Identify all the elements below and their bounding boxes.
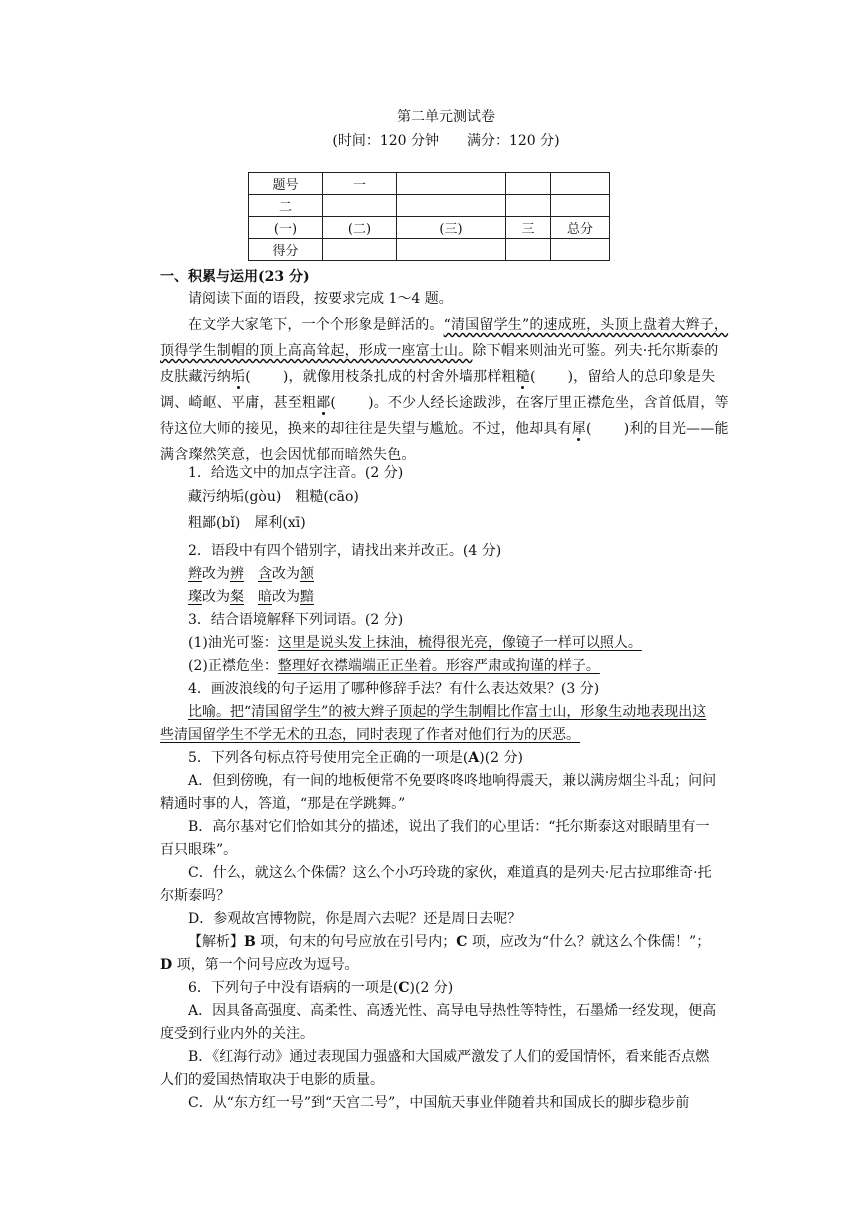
answer-text: 些清国留学生不学无术的丑态，同时表现了作者对他们行为的厌恶。 [160,727,580,743]
passage-text: 除下帽来则油光可鉴。列夫·托尔斯泰的皮肤藏污纳 [160,343,719,385]
table-row [249,239,610,261]
table-cell: 三 [506,217,551,239]
table-cell: 题号 [249,173,323,195]
question-stem: 6．下列句子中没有语病的一项是( [188,980,399,996]
option-a: A．但到傍晚，有一间的地板便常不免要咚咚咚地响得震天，兼以满房烟尘斗乱；问问 [188,773,717,789]
table-cell [323,195,397,217]
question-3: 3．结合语境解释下列词语。(2 分) [188,612,404,628]
table-cell: (一) [249,217,323,239]
answer-text: 改为 [272,566,300,582]
answer-line [160,586,732,608]
table-cell: 二 [249,195,323,217]
answer-text: 改为 [202,566,230,582]
option-d: D．参观故宫博物院，你是周六去呢？还是周日去呢？ [188,911,522,927]
option-b-cont: 人们的爱国热情取决于电影的质量。 [160,1072,384,1088]
question-stem: 5．下列各句标点符号使用完全正确的一项是( [188,750,469,766]
score-table [248,172,610,261]
table-cell [506,173,551,195]
answer-choice: A [468,750,480,766]
dotted-char: 犀 [571,421,587,437]
wrong-char: 含 [258,566,272,582]
answer-line [160,724,732,746]
table-row [249,195,610,217]
explanation-option: B [244,934,256,950]
table-row [249,173,610,195]
option-a-cont: 精通时事的人，答道，“那是在学跳舞。” [160,796,406,812]
option-c-cont: 尔斯泰吗？ [160,888,230,904]
table-cell [397,239,506,261]
question-4: 4．画波浪线的句子运用了哪种修辞手法？有什么表达效果？(3 分) [188,681,600,697]
answer-text: 这里是说头发上抹油，梳得很光亮，像镜子一样可以照人。 [277,635,642,651]
answer-label: (1)油光可鉴： [188,635,278,651]
table-cell: 一 [323,173,397,195]
table-row [249,217,610,239]
table-cell [506,239,551,261]
table-cell: (二) [323,217,397,239]
dotted-char: 垢 [231,369,246,385]
explanation-option: C [456,934,468,950]
explanation-text: 项，第一个问号应改为逗号。 [172,957,359,973]
table-cell [397,173,506,195]
option-a-cont: 度受到行业内外的关注。 [160,1026,314,1042]
question-5 [160,747,732,769]
answer-line [160,655,732,677]
table-cell: (三) [397,217,506,239]
option-c: C．什么，就这么个侏儒？这么个小巧玲珑的家伙，难道真的是列夫·尼古拉耶维奇·托 [188,865,712,881]
wrong-char: 辫 [188,566,202,582]
question-1: 1．给选文中的加点字注音。(2 分) [188,465,404,481]
reading-passage [160,312,732,468]
passage-text: ( [529,369,536,385]
question-2: 2．语段中有四个错别字，请找出来并改正。(4 分) [188,543,502,559]
answer-line [160,701,732,723]
option-c: C．从“东方红一号”到“天宫二号”，中国航天事业伴随着共和国成长的脚步稳步前 [188,1095,690,1111]
passage-text: )，留给人的总印象是失调、崎岖、平庸，甚至粗 [160,369,716,411]
table-cell: 总分 [551,217,610,239]
option-b: B．《红海行动》通过表现国力强盛和大国威严激发了人们的爱国情怀，看来能否点燃 [188,1049,710,1065]
answer-line [160,632,732,654]
table-cell [506,195,551,217]
explanation-option: D [160,957,173,973]
page-title: 第二单元测试卷 [397,109,495,125]
passage-text: )，就像用枝条扎成的村舍外墙那样粗 [282,369,516,385]
passage-text: )利的目光——能满含璨然笑意，也会因忧郁而暗然失色。 [160,421,729,463]
answer-line: 藏污纳垢(gòu) 粗糙(cāo) [188,489,359,505]
explanation [160,931,732,953]
dotted-char: 鄙 [316,395,331,411]
answer-text: 改为 [202,589,230,605]
answer-text: 整理好衣襟端端正正坐着。形容严肃或拘谨的样子。 [277,658,600,674]
table-cell [323,239,397,261]
passage-text: ( [245,369,251,385]
correct-char: 黯 [300,589,314,605]
answer-choice: C [398,980,410,996]
question-stem: )(2 分) [409,980,454,996]
correct-char: 颔 [300,566,314,582]
correct-char: 辨 [230,566,244,582]
passage-text: 在文学大家笔下，一个个形象是鲜活的。 [188,317,444,333]
wrong-char: 暗 [258,589,272,605]
answer-label: (2)正襟危坐： [188,658,278,674]
explanation-text: 项，句末的句号应放在引号内； [255,934,457,950]
passage-text: )。不少人经长途跋涉，在客厅里正襟危坐，含首低眉，等待这位大师的接见，换来的却往往是失望与尴尬。不过，他却具有 [160,395,729,437]
question-stem: )(2 分) [479,750,523,766]
question-6 [160,977,732,999]
answer-text: 改为 [272,589,300,605]
passage-text: ( [586,421,592,437]
section-heading: 一、积累与运用(23 分) [160,269,310,285]
option-b-cont: 百只眼珠”。 [160,842,238,858]
table-cell: 得分 [249,239,323,261]
wavy-sentence: “清国留学生”的速成班，头顶上盘着大辫子，顶得学生制帽的顶上高高耸起，形成一座富士山。 [160,317,729,359]
passage-text: ( [330,395,337,411]
section-intro: 请阅读下面的语段，按要求完成 1～4 题。 [188,291,453,307]
table-cell [551,173,610,195]
answer-text: 比喻。把“清国留学生”的被大辫子顶起的学生制帽比作富士山，形象生动地表现出这 [188,704,707,720]
answer-line: 粗鄙(bǐ) 犀利(xī) [188,515,306,531]
option-a: A．因具备高强度、高柔性、高透光性、高导电导热性等特性，石墨烯一经发现，便高 [188,1003,717,1019]
explanation-cont [160,954,732,976]
explanation-label: 【解析】 [188,934,244,950]
option-b: B．高尔基对它们恰如其分的描述，说出了我们的心里话：“托尔斯泰这对眼睛里有一 [188,819,710,835]
table-cell [551,195,610,217]
dotted-char: 糙 [515,369,530,385]
answer-line [160,563,732,585]
table-cell [397,195,506,217]
correct-char: 粲 [230,589,244,605]
page-subtitle: (时间：120 分钟 满分：120 分) [332,133,560,149]
table-cell [551,239,610,261]
explanation-text: 项，应改为“什么？就这么个侏儒！”； [467,934,711,950]
wrong-char: 璨 [188,589,202,605]
